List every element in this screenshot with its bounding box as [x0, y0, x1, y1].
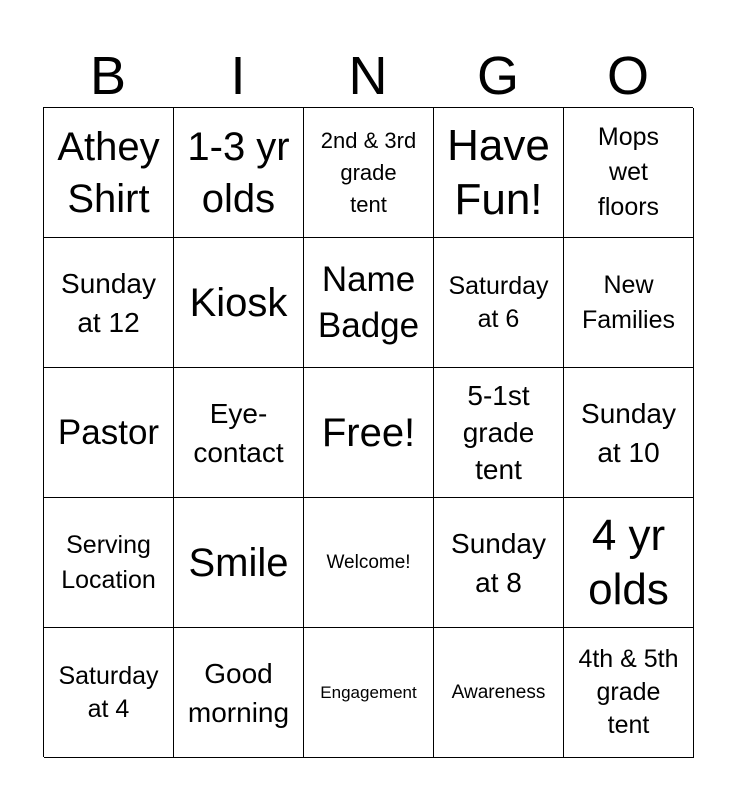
bingo-board — [43, 107, 693, 757]
bingo-cell[interactable] — [304, 368, 434, 498]
cell-text: Sunday at 8 — [451, 527, 546, 598]
cell-text: 2nd & 3rd grade tent — [320, 127, 417, 217]
cell-text: Eye- contact — [193, 397, 284, 468]
header-letter-o: O — [606, 46, 649, 106]
header-letter-b: B — [89, 46, 127, 106]
bingo-cell[interactable] — [174, 238, 304, 368]
cell-text: 4 yr olds — [588, 510, 669, 614]
cell-text: Sunday at 12 — [61, 267, 156, 338]
bingo-cell[interactable] — [564, 498, 694, 628]
bingo-cell[interactable] — [44, 108, 174, 238]
bingo-cell[interactable] — [304, 628, 434, 758]
cell-text: Free! — [321, 410, 416, 455]
bingo-cell[interactable] — [434, 238, 564, 368]
cell-text: Good morning — [187, 657, 290, 728]
cell-text: Mops wet floors — [597, 123, 660, 221]
bingo-cell[interactable] — [44, 368, 174, 498]
bingo-cell[interactable] — [44, 628, 174, 758]
header-letter-g: G — [476, 46, 519, 106]
bingo-cell[interactable] — [304, 498, 434, 628]
bingo-cell[interactable] — [44, 238, 174, 368]
bingo-cell[interactable] — [434, 368, 564, 498]
bingo-cell[interactable] — [434, 108, 564, 238]
header-letter-n: N — [348, 46, 388, 106]
cell-text: Athey Shirt — [57, 124, 160, 221]
cell-text: Kiosk — [189, 280, 288, 325]
bingo-cell[interactable] — [44, 498, 174, 628]
bingo-cell[interactable] — [434, 498, 564, 628]
cell-text: Sunday at 10 — [581, 397, 676, 468]
cell-text: 1-3 yr olds — [187, 124, 290, 221]
bingo-header — [43, 46, 693, 106]
cell-text: Name Badge — [317, 259, 420, 345]
bingo-cell[interactable] — [304, 238, 434, 368]
bingo-cell[interactable] — [564, 368, 694, 498]
cell-text: 4th & 5th grade tent — [578, 645, 679, 739]
bingo-cell[interactable] — [564, 108, 694, 238]
cell-text: Engagement — [320, 682, 417, 702]
bingo-cell[interactable] — [434, 628, 564, 758]
bingo-cell[interactable] — [174, 368, 304, 498]
cell-text: 5-1st grade tent — [462, 380, 535, 485]
bingo-cell[interactable] — [174, 108, 304, 238]
cell-text: Pastor — [57, 412, 160, 452]
header-letter-i: I — [230, 46, 246, 106]
cell-text: Saturday at 4 — [58, 661, 159, 723]
cell-text: Welcome! — [326, 551, 411, 573]
cell-text: Awareness — [451, 681, 546, 703]
bingo-cell[interactable] — [304, 108, 434, 238]
cell-text: Have Fun! — [447, 120, 550, 224]
cell-text: Saturday at 6 — [448, 271, 549, 333]
bingo-cell[interactable] — [564, 238, 694, 368]
bingo-cell[interactable] — [174, 498, 304, 628]
bingo-cell[interactable] — [174, 628, 304, 758]
cell-text: New Families — [581, 270, 676, 334]
bingo-cell[interactable] — [564, 628, 694, 758]
cell-text: Smile — [188, 540, 289, 585]
cell-text: Serving Location — [61, 530, 156, 594]
